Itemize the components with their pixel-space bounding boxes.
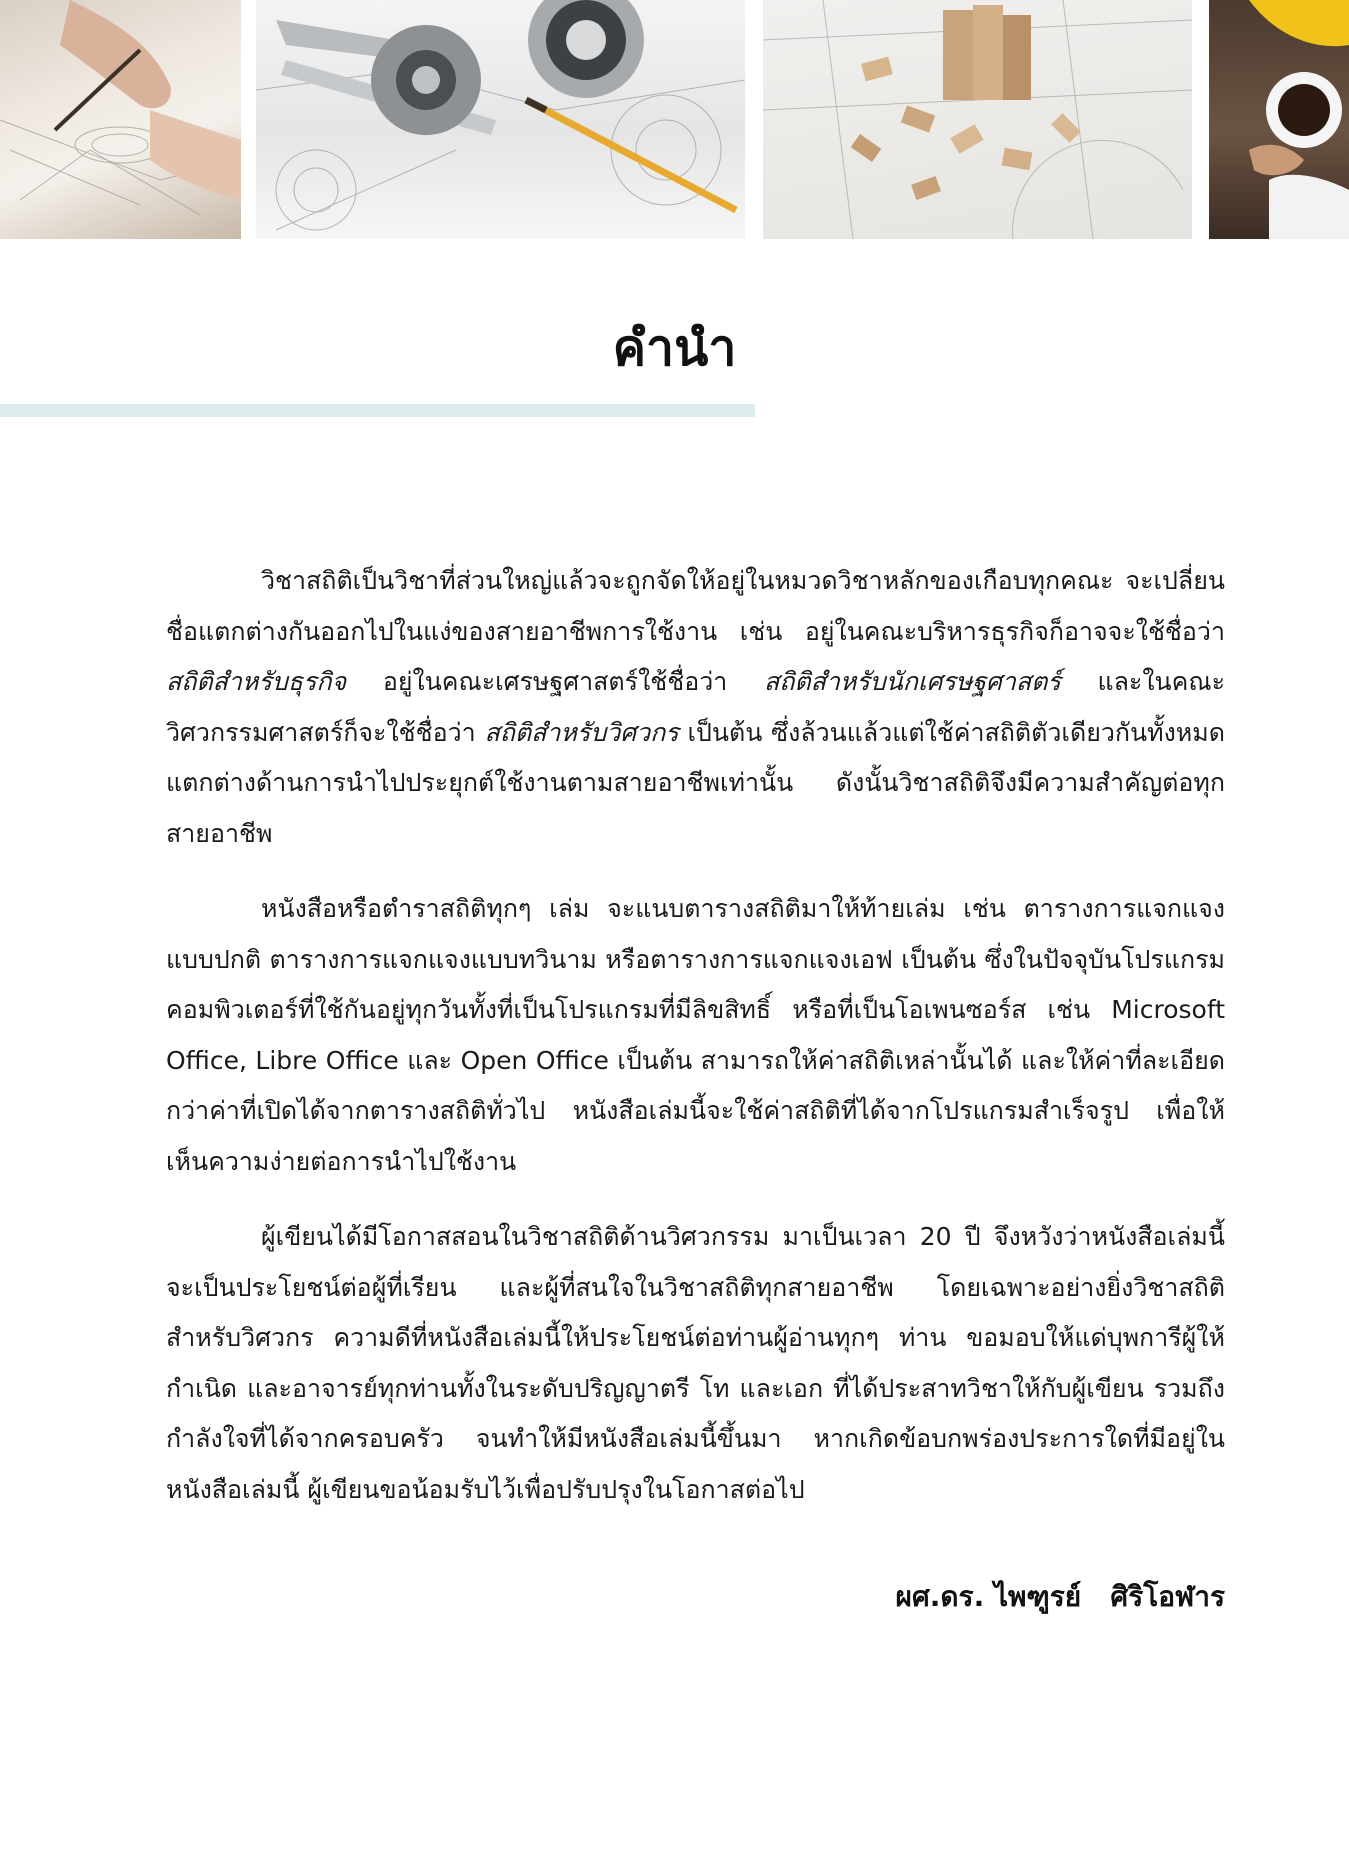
photo-wooden-blocks [763,0,1192,239]
header-banner [0,0,1349,239]
paragraph-text: ผู้เขียนได้มีโอกาสสอนในวิชาสถิติด้านวิศวกรรม มาเป็นเวลา 20 ปี จึงหวังว่าหนังสือเล่มนี้จะเป็นประโยชน์ต่อผู้ที่เรียน และผู้ที่สนใจในวิชาสถิติทุกสายอาชีพ โดยเฉพาะอย่างยิ่งวิชาสถิติสำหรับวิศวกร ความดีที่หนังสือเล่มนี้ให้ประโยชน์ต่อท่านผู้อ่านทุกๆ ท่าน ขอมอบให้แด่บุพการีผู้ให้กำเนิด และอาจารย์ทุกท่านทั้งในระดับปริญญาตรี โท และเอก ที่ได้ประสาทวิชาให้กับผู้เขียน รวมถึงกำลังใจที่ได้จากครอบครัว จนทำให้มีหนังสือเล่มนี้ขึ้นมา หากเกิดข้อบกพร่องประการใดที่มีอยู่ในหนังสือเล่มนี้ ผู้เขียนขอน้อมรับไว้เพื่อปรับปรุงในโอกาสต่อไป [166,1222,1225,1504]
photo-coffee-helmet [1209,0,1349,239]
paragraph-3 [166,1212,1225,1515]
paragraph-1 [166,556,1225,859]
page-title: คำนำ [612,319,737,377]
title-underline [0,404,755,417]
preface-body [166,556,1225,1540]
photo-caliper-bearings [256,0,745,239]
book-title-text: สถิติสำหรับวิศวกร [484,717,679,747]
paragraph-text: เป็นต้น ซึ่งล้วนแล้วแต่ใช้ค่าสถิติตัวเดียวกันทั้งหมด แตกต่างด้านการนำไปประยุกต์ใช้งานตามสายอาชีพเท่านั้น ดังนั้นวิชาสถิติจึงมีความสำคัญต่อทุกสายอาชีพ [166,717,1225,848]
paragraph-2 [166,884,1225,1187]
paragraph-text: อยู่ในคณะเศรษฐศาสตร์ใช้ชื่อว่า [346,667,764,696]
book-title-text: สถิติสำหรับนักเศรษฐศาสตร์ [763,667,1061,696]
author-signature: ผศ.ดร. ไพฑูรย์ ศิริโอฬาร [895,1580,1225,1613]
paragraph-text: หนังสือหรือตำราสถิติทุกๆ เล่ม จะแนบตารางสถิติมาให้ท้ายเล่ม เช่น ตารางการแจกแจงแบบปกติ ตารางการแจกแจงแบบทวินาม หรือตารางการแจกแจงเอฟ เป็นต้น ซึ่งในปัจจุบันโปรแกรมคอมพิวเตอร์ที่ใช้กันอยู่ทุกวันทั้งที่เป็นโปรแกรมที่มีลิขสิทธิ์ หรือที่เป็นโอเพนซอร์ส เช่น Microsoft Office, Libre Office และ Open Office เป็นต้น สามารถให้ค่าสถิติเหล่านั้นได้ และให้ค่าที่ละเอียดกว่าค่าที่เปิดได้จากตารางสถิติทั่วไป หนังสือเล่มนี้จะใช้ค่าสถิติที่ได้จากโปรแกรมสำเร็จรูป เพื่อให้เห็นความง่ายต่อการนำไปใช้งาน [166,894,1225,1176]
paragraph-text: และในคณะวิศวกรรมศาสตร์ก็จะใช้ชื่อว่า [166,667,1225,747]
photo-drawing-hand [0,0,241,239]
paragraph-text: วิชาสถิติเป็นวิชาที่ส่วนใหญ่แล้วจะถูกจัดให้อยู่ในหมวดวิชาหลักของเกือบทุกคณะ จะเปลี่ยนชื่อแตกต่างกันออกไปในแง่ของสายอาชีพการใช้งาน เช่น อยู่ในคณะบริหารธุรกิจก็อาจจะใช้ชื่อว่า [166,566,1225,646]
book-title-text: สถิติสำหรับธุรกิจ [166,667,347,696]
